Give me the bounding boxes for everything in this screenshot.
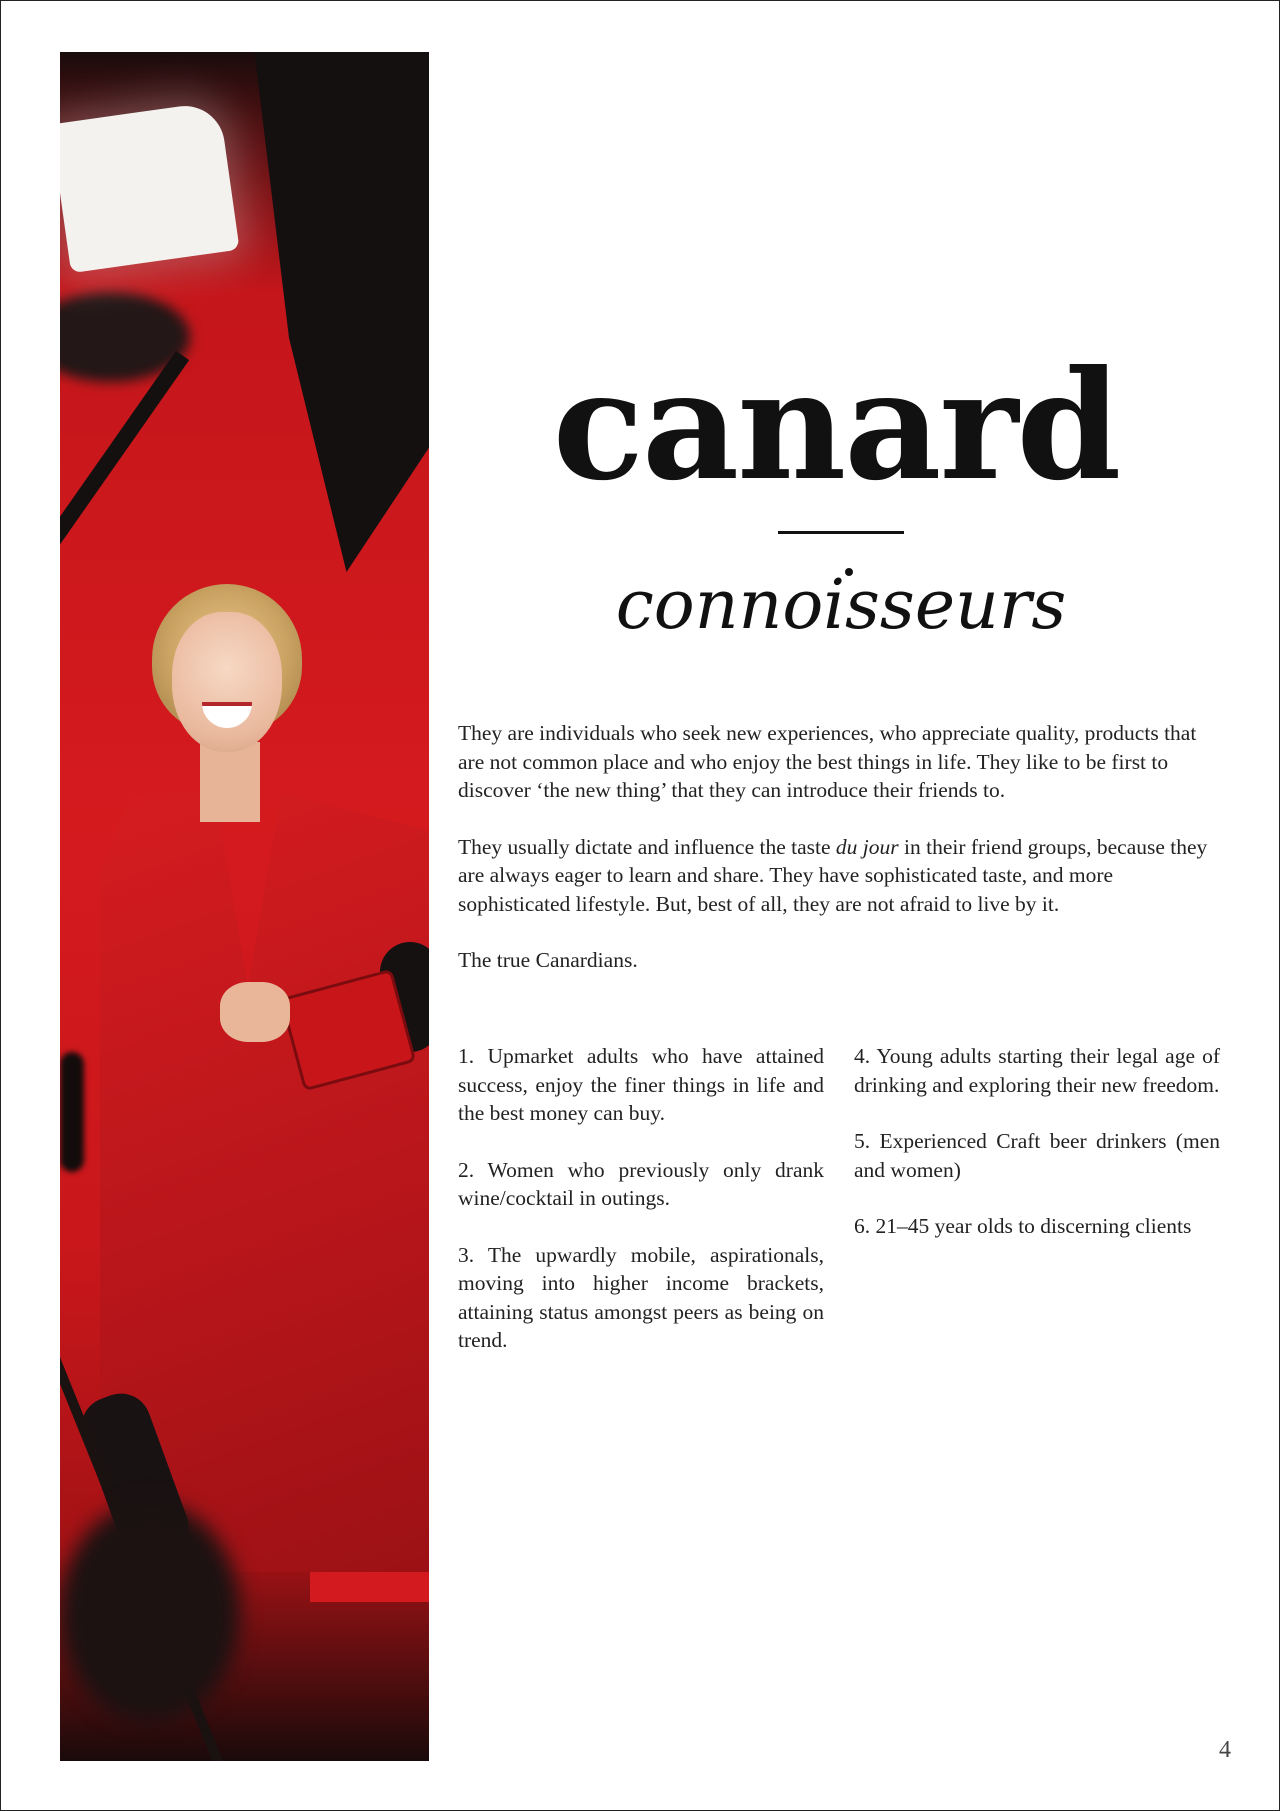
intro-paragraph-1: They are individuals who seek new experiences, who appreciate quality, products that are not common place and who enjoy the best things in life. They like to be first to discover ‘the new thing’ that they can introduce their friends to. <box>458 721 1197 802</box>
list-item: 1. Upmarket adults who have attained success, enjoy the finer things in life and the best money can buy. <box>458 1044 824 1125</box>
model-hand <box>220 982 290 1042</box>
studio-umbrella <box>220 52 429 572</box>
photo-blur-shape <box>60 1052 84 1172</box>
page-number: 4 <box>1219 1737 1231 1763</box>
photo-blur-shape <box>60 1502 240 1722</box>
light-stand-rod <box>60 351 189 573</box>
paragraph-italic: du jour <box>835 834 899 859</box>
model-photo <box>60 52 429 1761</box>
list-item: 3. The upwardly mobile, aspirationals, moving into higher income brackets, attaining status amongst peers as being on trend. <box>458 1242 824 1352</box>
intro-paragraph-2 <box>458 833 1221 919</box>
intro-paragraph-3: The true Canardians. <box>458 948 638 972</box>
studio-light <box>60 101 240 273</box>
list-item: 2. Women who previously only drank wine/cocktail in outings. <box>458 1157 824 1210</box>
segments-list-left <box>458 1042 824 1383</box>
model-face <box>172 612 282 752</box>
paragraph-text: in their friend groups, because they are always eager to learn and share. They have sophisticated taste, and more sophisticated lifestyle. But, best of all, they are not afraid to live by it. <box>458 834 1208 916</box>
list-item: 4. Young adults starting their legal age of drinking and exploring their new freedom. <box>854 1044 1220 1097</box>
model-neck <box>200 742 260 822</box>
intro-text <box>458 719 1221 1003</box>
divider-rule <box>778 531 904 534</box>
brand-logo <box>541 301 1131 551</box>
page-subtitle: connoisseurs <box>615 566 1067 645</box>
logo-wordmark: canard <box>552 338 1120 514</box>
list-item: 5. Experienced Craft beer drinkers (men and women) <box>854 1129 1220 1182</box>
paragraph-text: They usually dictate and influence the taste <box>458 834 836 859</box>
list-item: 6. 21–45 year olds to discerning clients <box>854 1214 1192 1238</box>
segments-list-right <box>854 1042 1220 1269</box>
